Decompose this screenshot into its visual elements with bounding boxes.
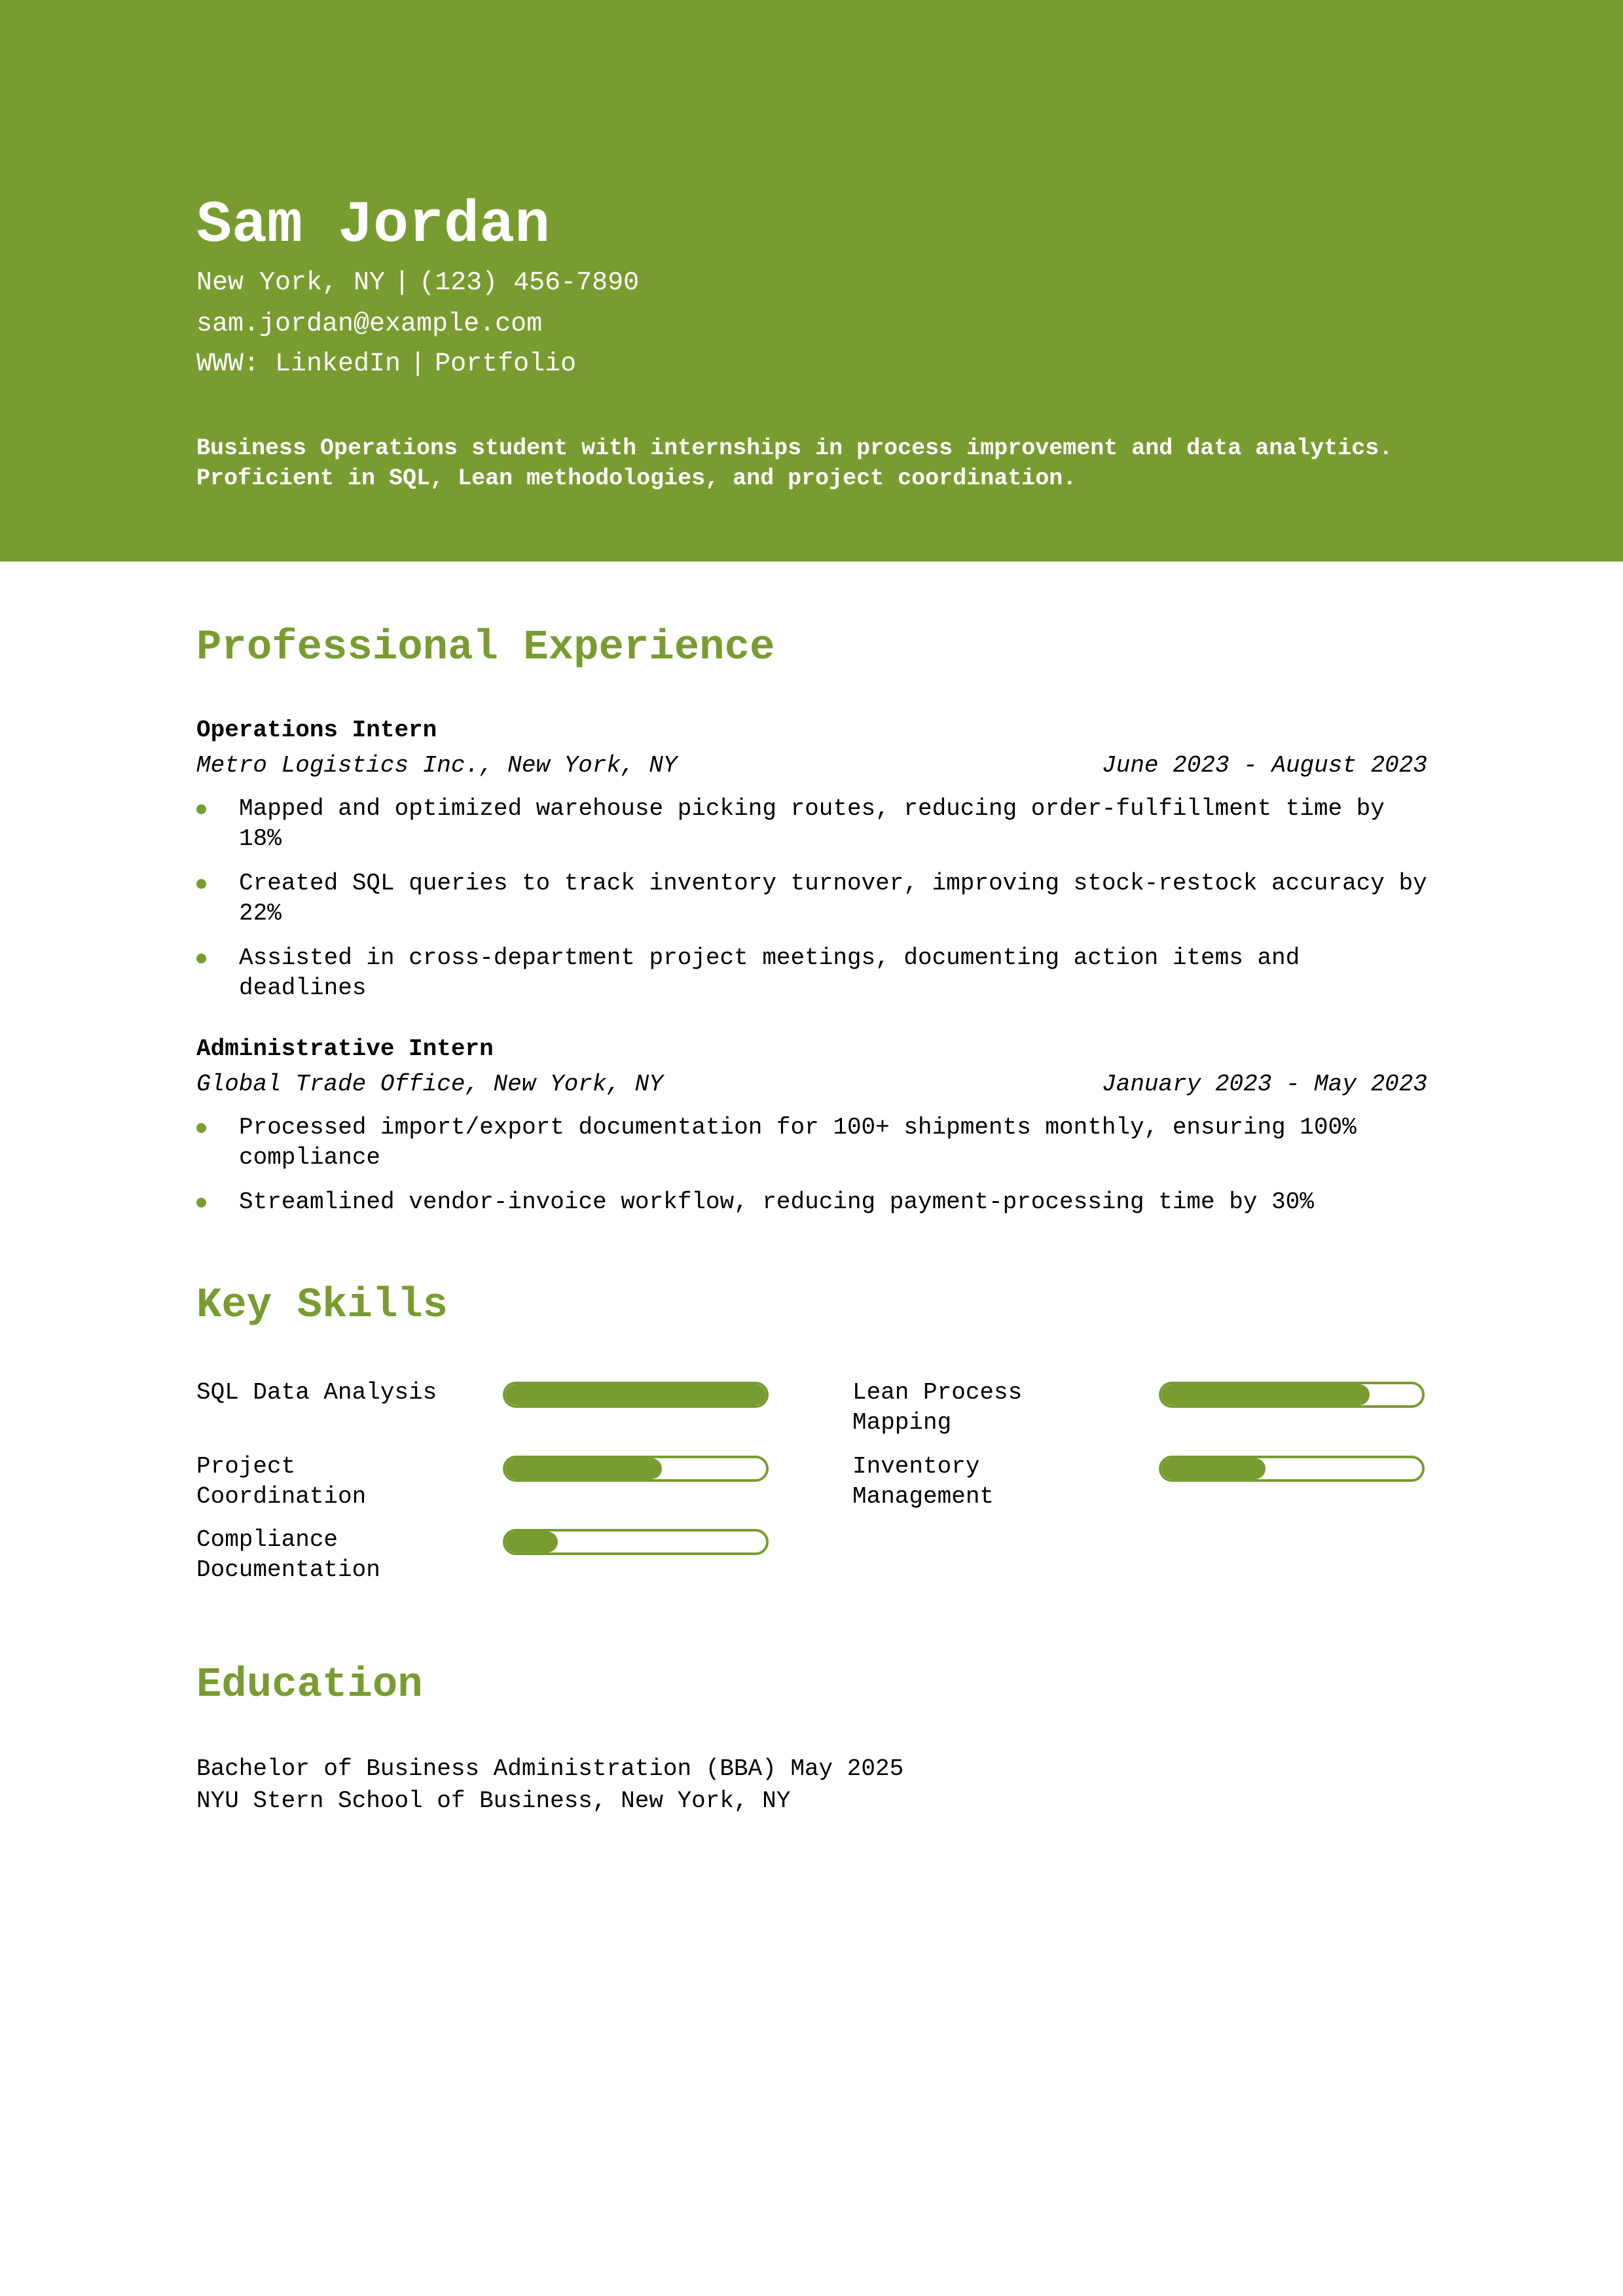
bullet-item: [196, 1187, 1427, 1217]
www-label: WWW:: [196, 350, 260, 379]
skill-level-fill: [505, 1384, 766, 1405]
skill-level-fill: [1161, 1384, 1370, 1405]
bullet-item: [196, 943, 1427, 1003]
skill-item: [196, 1378, 812, 1443]
job-title: Administrative Intern: [196, 1035, 494, 1062]
bullet-text: Processed import/export documentation for 100+ shipments monthly, ensuring 100% compliance: [239, 1114, 1357, 1171]
bullet-text: Created SQL queries to track inventory turnover, improving stock-restock accuracy by 22%: [239, 870, 1427, 927]
bullet-item: [196, 794, 1427, 854]
location: New York, NY: [196, 268, 386, 298]
job-dates: January 2023 - May 2023: [1102, 1071, 1427, 1098]
job-bullets: [196, 1113, 1427, 1217]
bullet-item: [196, 1113, 1427, 1173]
skill-level-bar: [503, 1456, 769, 1482]
experience-heading: Professional Experience: [196, 624, 775, 672]
education-school: NYU Stern School of Business, New York, NY: [196, 1787, 791, 1814]
bullet-text: Mapped and optimized warehouse picking routes, reducing order-fulfillment time by 18%: [239, 795, 1385, 852]
skill-item: [852, 1378, 1468, 1443]
resume-header: [0, 0, 1623, 562]
job-entry: [196, 715, 1427, 1018]
phone-number: (123) 456-7890: [419, 268, 640, 298]
job-bullets: [196, 794, 1427, 1003]
skill-label: Inventory Management: [852, 1453, 994, 1510]
separator: |: [410, 350, 426, 379]
location-phone-line: [196, 267, 639, 300]
bullet-icon: [196, 954, 206, 963]
skill-label: Compliance Documentation: [196, 1526, 380, 1583]
bullet-icon: [196, 804, 206, 814]
skill-level-fill: [505, 1458, 662, 1479]
skill-label: Project Coordination: [196, 1453, 367, 1510]
job-meta: [196, 751, 1427, 781]
skill-level-bar: [503, 1382, 769, 1408]
skill-level-bar: [1159, 1382, 1425, 1408]
bullet-item: [196, 869, 1427, 929]
education-heading: Education: [196, 1662, 423, 1709]
education-degree: Bachelor of Business Administration (BBA) May 2025: [196, 1755, 904, 1782]
skill-level-fill: [1161, 1458, 1266, 1479]
job-company: Metro Logistics Inc., New York, NY: [196, 752, 678, 779]
skill-level-fill: [505, 1532, 558, 1552]
candidate-name: Sam Jordan: [196, 192, 551, 259]
job-meta: [196, 1069, 1427, 1100]
bullet-icon: [196, 879, 206, 889]
skill-label: Lean Process Mapping: [852, 1379, 1023, 1436]
job-title: Operations Intern: [196, 717, 437, 744]
professional-summary: Business Operations student with internships in process improvement and data analytics. Proficient in SQL, Lean methodologies, and project coordination.: [196, 435, 1393, 492]
job-dates: June 2023 - August 2023: [1102, 752, 1427, 779]
email-address[interactable]: sam.jordan@example.com: [196, 310, 543, 339]
skill-level-bar: [1159, 1456, 1425, 1482]
bullet-icon: [196, 1198, 206, 1208]
linkedin-link[interactable]: LinkedIn: [275, 350, 401, 379]
job-entry: [196, 1034, 1427, 1232]
bullet-text: Assisted in cross-department project meetings, documenting action items and deadlines: [239, 944, 1300, 1001]
bullet-text: Streamlined vendor-invoice workflow, reducing payment-processing time by 30%: [239, 1189, 1314, 1215]
web-links-line: [196, 348, 576, 381]
job-company: Global Trade Office, New York, NY: [196, 1071, 663, 1098]
skills-heading: Key Skills: [196, 1282, 448, 1329]
skill-item: [196, 1452, 812, 1517]
skill-level-bar: [503, 1529, 769, 1555]
skill-item: [852, 1452, 1468, 1517]
skill-item: [196, 1525, 812, 1590]
portfolio-link[interactable]: Portfolio: [435, 350, 577, 379]
separator: |: [394, 268, 410, 298]
email-line: [196, 308, 542, 341]
bullet-icon: [196, 1123, 206, 1133]
skill-label: SQL Data Analysis: [196, 1379, 437, 1406]
